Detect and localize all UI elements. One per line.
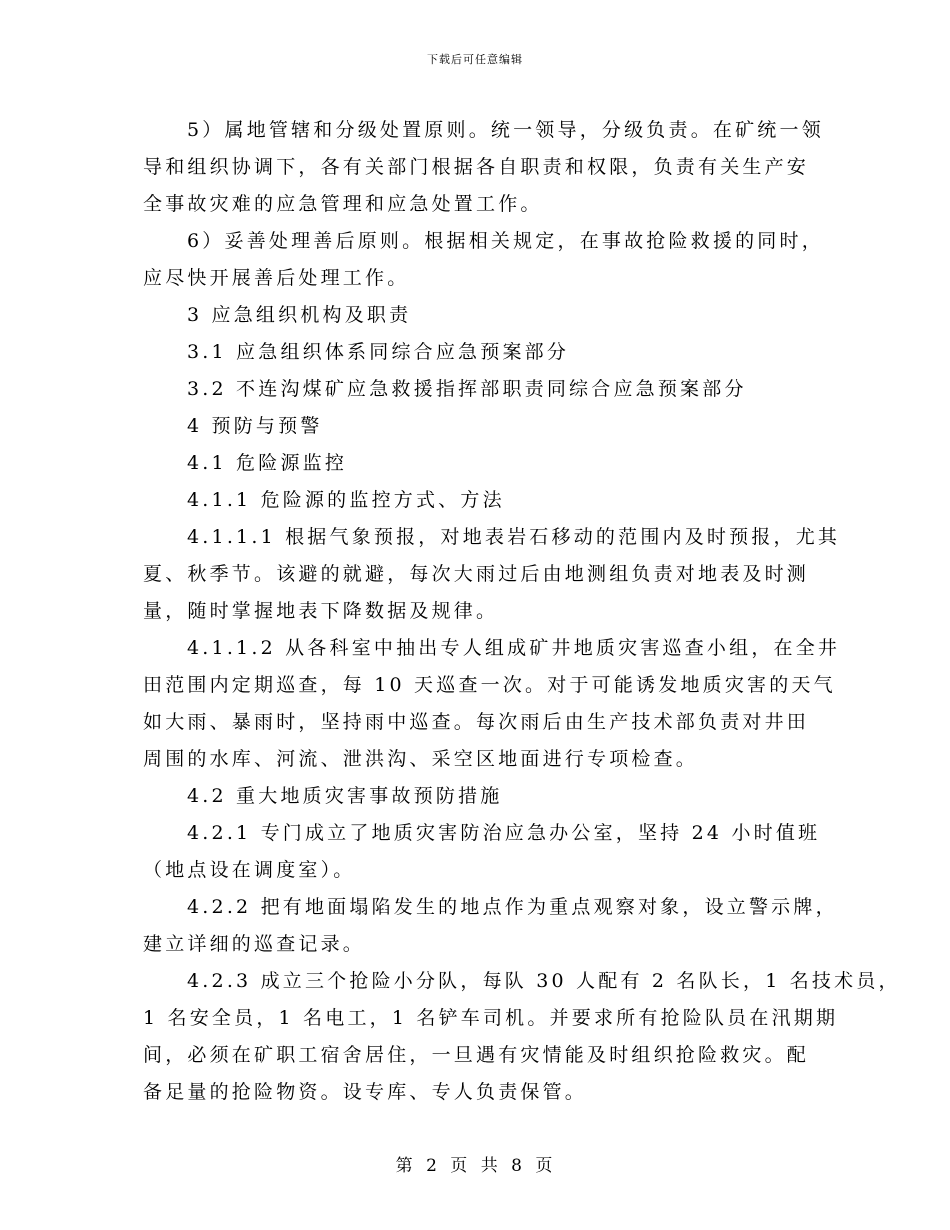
paragraph-line: 夏、秋季节。该避的就避，每次大雨过后由地测组负责对地表及时测 xyxy=(143,563,810,585)
subsection-heading: 3.2 不连沟煤矿应急救援指挥部职责同综合应急预案部分 xyxy=(187,378,747,400)
paragraph-line: 间，必须在矿职工宿舍居住，一旦遇有灾情能及时组织抢险救灾。配 xyxy=(143,1044,810,1066)
paragraph-line: 4.1.1.1 根据气象预报，对地表岩石移动的范围内及时预报，尤其 xyxy=(187,526,841,548)
paragraph-line: 导和组织协调下，各有关部门根据各自职责和权限，负责有关生产安 xyxy=(143,156,810,178)
paragraph-line: 5）属地管辖和分级处置原则。统一领导，分级负责。在矿统一领 xyxy=(187,119,824,141)
section-heading: 4 预防与预警 xyxy=(187,415,323,437)
paragraph-line: 全事故灾难的应急管理和应急处置工作。 xyxy=(143,193,543,215)
subsection-heading: 4.1 危险源监控 xyxy=(187,452,348,474)
paragraph-line: 应尽快开展善后处理工作。 xyxy=(143,267,410,289)
paragraph-line: 4.2.1 专门成立了地质灾害防治应急办公室，坚持 24 小时值班 xyxy=(187,822,821,844)
paragraph-line: 6）妥善处理善后原则。根据相关规定，在事故抢险救援的同时， xyxy=(187,230,824,252)
paragraph-line: 1 名安全员，1 名电工，1 名铲车司机。并要求所有抢险队员在汛期期 xyxy=(143,1007,839,1029)
subsection-heading: 4.2 重大地质灾害事故预防措施 xyxy=(187,785,503,807)
subsection-heading: 3.1 应急组织体系同综合应急预案部分 xyxy=(187,341,570,363)
paragraph-line: 田范围内定期巡查，每 10 天巡查一次。对于可能诱发地质灾害的天气 xyxy=(143,674,836,696)
document-body xyxy=(143,112,901,1111)
paragraph-line: （地点设在调度室）。 xyxy=(143,859,356,881)
section-heading: 3 应急组织机构及职责 xyxy=(187,304,412,326)
paragraph-line: 如大雨、暴雨时，坚持雨中巡查。每次雨后由生产技术部负责对井田 xyxy=(143,711,810,733)
page-header-note: 下载后可任意编辑 xyxy=(427,53,523,66)
paragraph-line: 量，随时掌握地表下降数据及规律。 xyxy=(143,600,499,622)
paragraph-line: 4.1.1.2 从各科室中抽出专人组成矿井地质灾害巡查小组，在全井 xyxy=(187,637,841,659)
subsection-heading: 4.1.1 危险源的监控方式、方法 xyxy=(187,489,505,511)
paragraph-line: 周围的水库、河流、泄洪沟、采空区地面进行专项检查。 xyxy=(143,748,699,770)
page-number-footer: 第 2 页 共 8 页 xyxy=(395,1156,555,1176)
paragraph-line: 4.2.3 成立三个抢险小分队，每队 30 人配有 2 名队长，1 名技术员， xyxy=(187,970,901,992)
paragraph-line: 建立详细的巡查记录。 xyxy=(143,933,366,955)
paragraph-line: 备足量的抢险物资。设专库、专人负责保管。 xyxy=(143,1081,588,1103)
paragraph-line: 4.2.2 把有地面塌陷发生的地点作为重点观察对象，设立警示牌， xyxy=(187,896,838,918)
